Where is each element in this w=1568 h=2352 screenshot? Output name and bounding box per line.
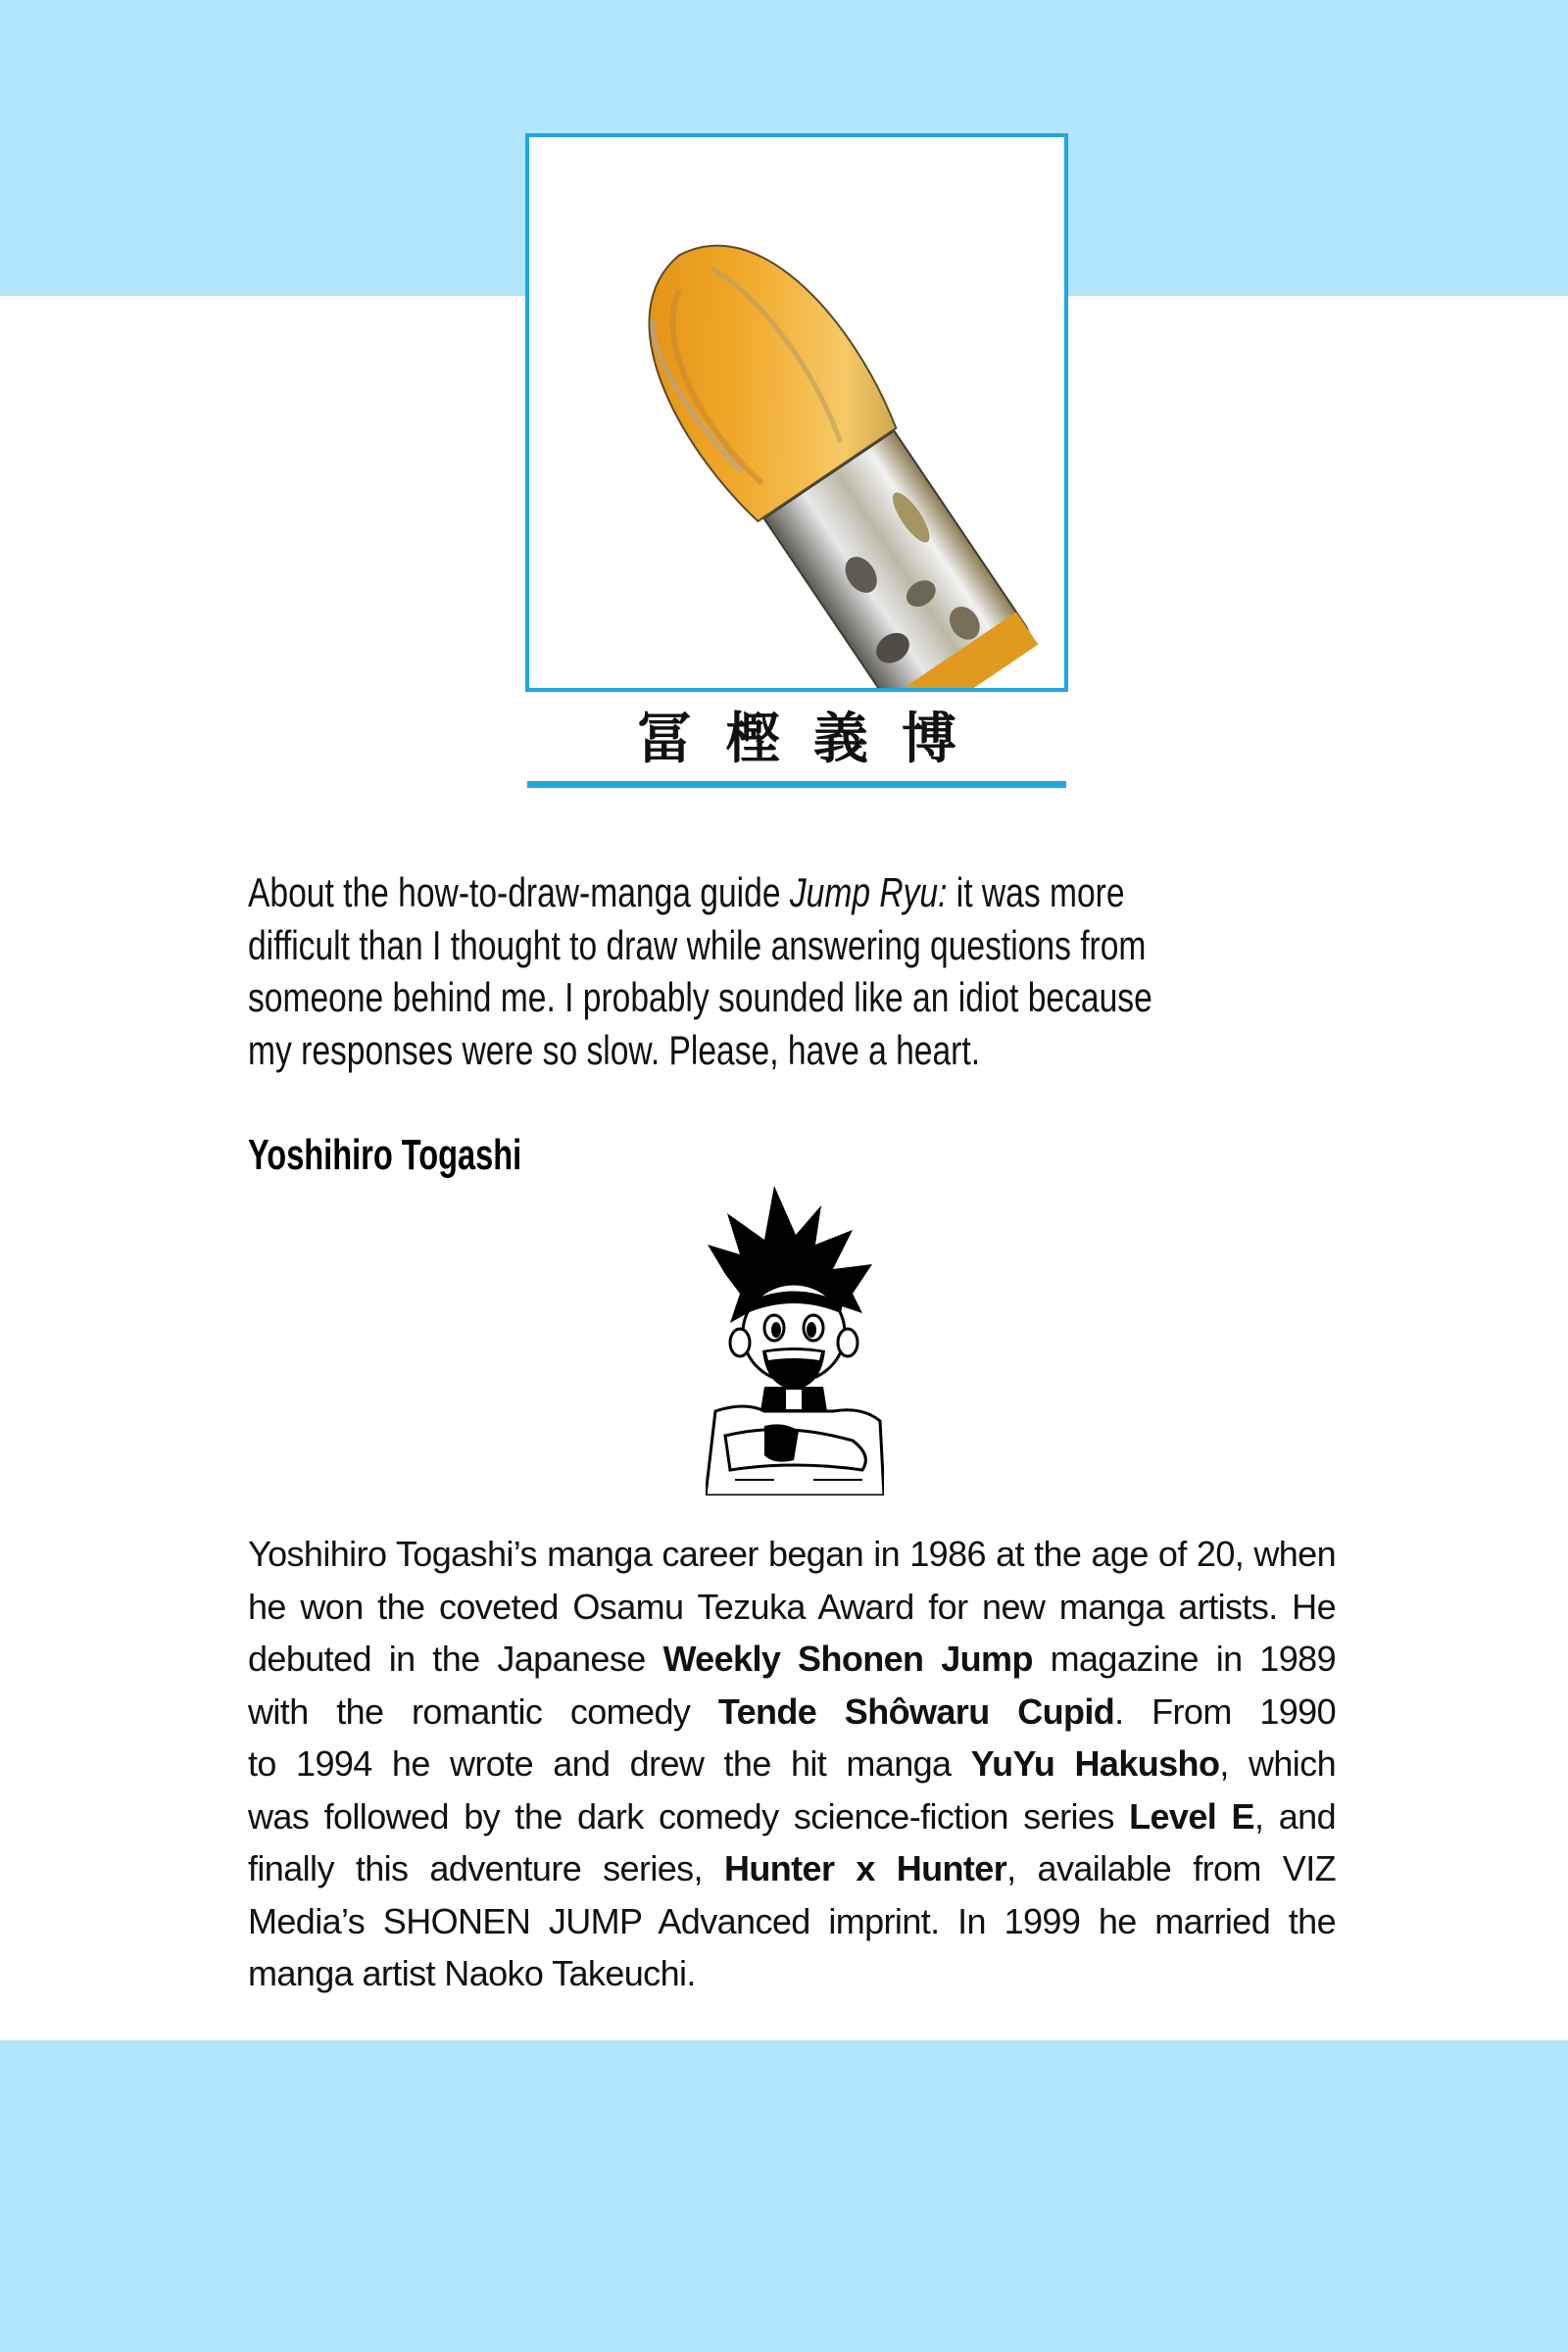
bio-text: , which <box>1219 1743 1336 1784</box>
bio-text: magazine in 1989 <box>1032 1639 1336 1679</box>
comment-line: my responses were so slow. Please, have a heart. <box>248 1026 981 1073</box>
author-signature: Yoshihiro Togashi <box>248 1131 522 1179</box>
bio-line <box>248 1581 1336 1634</box>
bio-text: Media’s SHONEN JUMP Advanced imprint. In 1999 he married the <box>248 1900 1336 1941</box>
bio-text: finally this adventure series, <box>248 1848 724 1888</box>
title-weekly-shonen-jump: Weekly Shonen Jump <box>662 1639 1033 1679</box>
bio-line <box>248 1895 1336 1948</box>
author-mascot-drawing <box>706 1186 884 1495</box>
bio-line <box>248 1790 1336 1843</box>
bio-line <box>248 1947 1336 2000</box>
bio-text: , available from VIZ <box>1006 1848 1336 1888</box>
title-hunter-x-hunter: Hunter x Hunter <box>723 1848 1007 1888</box>
name-underline-divider <box>527 781 1066 788</box>
author-biography <box>248 1528 1336 2000</box>
comment-line <box>248 866 1126 919</box>
bottom-color-band <box>0 2040 1568 2352</box>
author-name-japanese: 冨樫義博 <box>637 708 990 771</box>
bio-line <box>248 1738 1336 1790</box>
bio-text: , and <box>1253 1795 1336 1837</box>
title-level-e: Level E <box>1129 1795 1254 1837</box>
bio-text: manga artist Naoko Takeuchi. <box>248 1953 696 1993</box>
bio-text: . From 1990 <box>1114 1690 1337 1732</box>
author-comment <box>248 866 1346 1076</box>
comment-line: difficult than I thought to draw while answering questions from <box>248 921 1147 968</box>
comment-line: someone behind me. I probably sounded like an idiot because <box>248 974 1152 1020</box>
bio-line <box>248 1528 1336 1581</box>
book-title-jump-ryu: Jump Ryu: <box>789 869 948 915</box>
comment-text: it was more <box>947 869 1125 915</box>
author-portrait-frame <box>525 133 1068 692</box>
title-yuyu-hakusho: YuYu Hakusho <box>970 1743 1220 1784</box>
bio-text: Yoshihiro Togashi’s manga career began in 1986 at the age of 20, when <box>248 1534 1336 1574</box>
bio-line <box>248 1686 1336 1739</box>
manga-character-drawing-icon <box>706 1186 884 1495</box>
bio-text: debuted in the Japanese <box>248 1639 663 1679</box>
paintbrush-illustration-icon <box>529 137 1064 688</box>
bio-line <box>248 1633 1336 1686</box>
bio-text: to 1994 he wrote and drew the hit manga <box>248 1743 971 1784</box>
bio-line <box>248 1842 1336 1895</box>
bio-text: with the romantic comedy <box>248 1690 718 1732</box>
title-tende-showaru-cupid: Tende Shôwaru Cupid <box>717 1690 1115 1732</box>
comment-text: About the how-to-draw-manga guide <box>248 869 790 915</box>
bio-text: he won the coveted Osamu Tezuka Award for new manga artists. He <box>248 1586 1336 1627</box>
bio-text: was followed by the dark comedy science-fiction series <box>248 1795 1130 1837</box>
